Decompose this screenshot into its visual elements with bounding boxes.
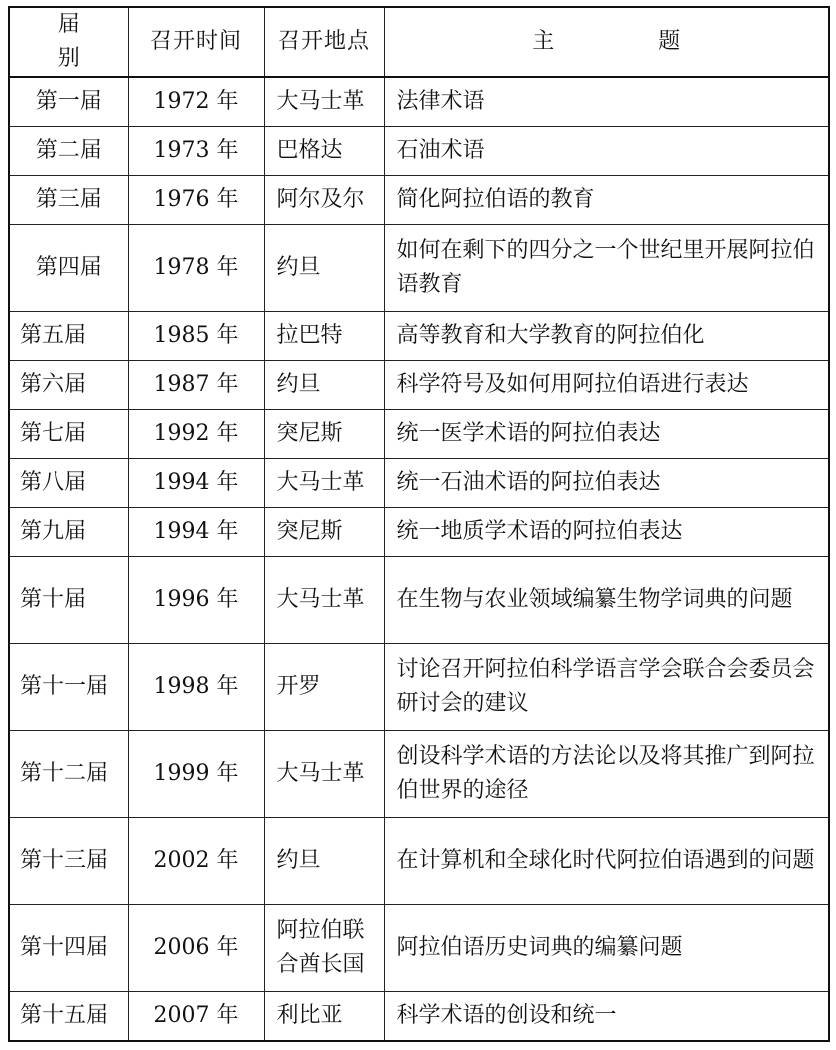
header-theme: 主题 <box>384 7 829 77</box>
cell-theme: 创设科学术语的方法论以及将其推广到阿拉伯世界的途径 <box>384 731 829 818</box>
cell-time: 1972 年 <box>128 77 264 127</box>
cell-time: 1996 年 <box>128 557 264 644</box>
header-place: 召开地点 <box>264 7 384 77</box>
header-time: 召开时间 <box>128 7 264 77</box>
cell-place: 大马士革 <box>264 459 384 508</box>
cell-session: 第十三届 <box>9 818 128 905</box>
table-row <box>9 992 829 1042</box>
cell-place: 大马士革 <box>264 557 384 644</box>
cell-place: 突尼斯 <box>264 410 384 459</box>
cell-theme: 统一医学术语的阿拉伯表达 <box>384 410 829 459</box>
cell-place: 拉巴特 <box>264 312 384 361</box>
table-header <box>9 7 829 77</box>
cell-place: 阿尔及尔 <box>264 176 384 225</box>
cell-time: 1987 年 <box>128 361 264 410</box>
cell-session: 第八届 <box>9 459 128 508</box>
cell-theme: 如何在剩下的四分之一个世纪里开展阿拉伯语教育 <box>384 225 829 312</box>
cell-place: 大马士革 <box>264 731 384 818</box>
table-row <box>9 731 829 818</box>
cell-time: 2007 年 <box>128 992 264 1042</box>
cell-place: 大马士革 <box>264 77 384 127</box>
cell-session: 第十一届 <box>9 644 128 731</box>
cell-theme: 高等教育和大学教育的阿拉伯化 <box>384 312 829 361</box>
cell-time: 1985 年 <box>128 312 264 361</box>
table-row <box>9 225 829 312</box>
cell-session: 第十届 <box>9 557 128 644</box>
cell-time: 2002 年 <box>128 818 264 905</box>
cell-session: 第二届 <box>9 127 128 176</box>
cell-theme: 石油术语 <box>384 127 829 176</box>
cell-time: 1976 年 <box>128 176 264 225</box>
cell-place: 巴格达 <box>264 127 384 176</box>
cell-time: 1998 年 <box>128 644 264 731</box>
cell-time: 1992 年 <box>128 410 264 459</box>
conference-table <box>8 6 830 1042</box>
cell-theme: 统一石油术语的阿拉伯表达 <box>384 459 829 508</box>
cell-theme: 阿拉伯语历史词典的编纂问题 <box>384 905 829 992</box>
cell-time: 1999 年 <box>128 731 264 818</box>
cell-session: 第九届 <box>9 508 128 557</box>
table-row <box>9 644 829 731</box>
cell-time: 1994 年 <box>128 459 264 508</box>
cell-session: 第七届 <box>9 410 128 459</box>
cell-theme: 科学符号及如何用阿拉伯语进行表达 <box>384 361 829 410</box>
cell-place: 约旦 <box>264 225 384 312</box>
cell-session: 第十五届 <box>9 992 128 1042</box>
header-session: 届别 <box>9 7 128 77</box>
cell-session: 第五届 <box>9 312 128 361</box>
cell-theme: 简化阿拉伯语的教育 <box>384 176 829 225</box>
table-row <box>9 77 829 127</box>
cell-place: 利比亚 <box>264 992 384 1042</box>
table-row <box>9 459 829 508</box>
table-row <box>9 905 829 992</box>
header-row <box>9 7 829 77</box>
table-row <box>9 176 829 225</box>
cell-theme: 法律术语 <box>384 77 829 127</box>
cell-place: 开罗 <box>264 644 384 731</box>
cell-session: 第一届 <box>9 77 128 127</box>
cell-theme: 在生物与农业领域编纂生物学词典的问题 <box>384 557 829 644</box>
cell-time: 1994 年 <box>128 508 264 557</box>
cell-time: 1978 年 <box>128 225 264 312</box>
cell-session: 第十四届 <box>9 905 128 992</box>
cell-theme: 科学术语的创设和统一 <box>384 992 829 1042</box>
table-row <box>9 312 829 361</box>
table-row <box>9 818 829 905</box>
cell-session: 第六届 <box>9 361 128 410</box>
cell-theme: 统一地质学术语的阿拉伯表达 <box>384 508 829 557</box>
cell-session: 第四届 <box>9 225 128 312</box>
table-row <box>9 508 829 557</box>
cell-place: 约旦 <box>264 818 384 905</box>
cell-place: 阿拉伯联合酋长国 <box>264 905 384 992</box>
cell-place: 突尼斯 <box>264 508 384 557</box>
cell-time: 2006 年 <box>128 905 264 992</box>
cell-session: 第三届 <box>9 176 128 225</box>
table-row <box>9 361 829 410</box>
cell-theme: 讨论召开阿拉伯科学语言学会联合会委员会研讨会的建议 <box>384 644 829 731</box>
table-row <box>9 557 829 644</box>
table-body <box>9 77 829 1041</box>
cell-time: 1973 年 <box>128 127 264 176</box>
table-row <box>9 410 829 459</box>
cell-theme: 在计算机和全球化时代阿拉伯语遇到的问题 <box>384 818 829 905</box>
table-row <box>9 127 829 176</box>
cell-place: 约旦 <box>264 361 384 410</box>
cell-session: 第十二届 <box>9 731 128 818</box>
